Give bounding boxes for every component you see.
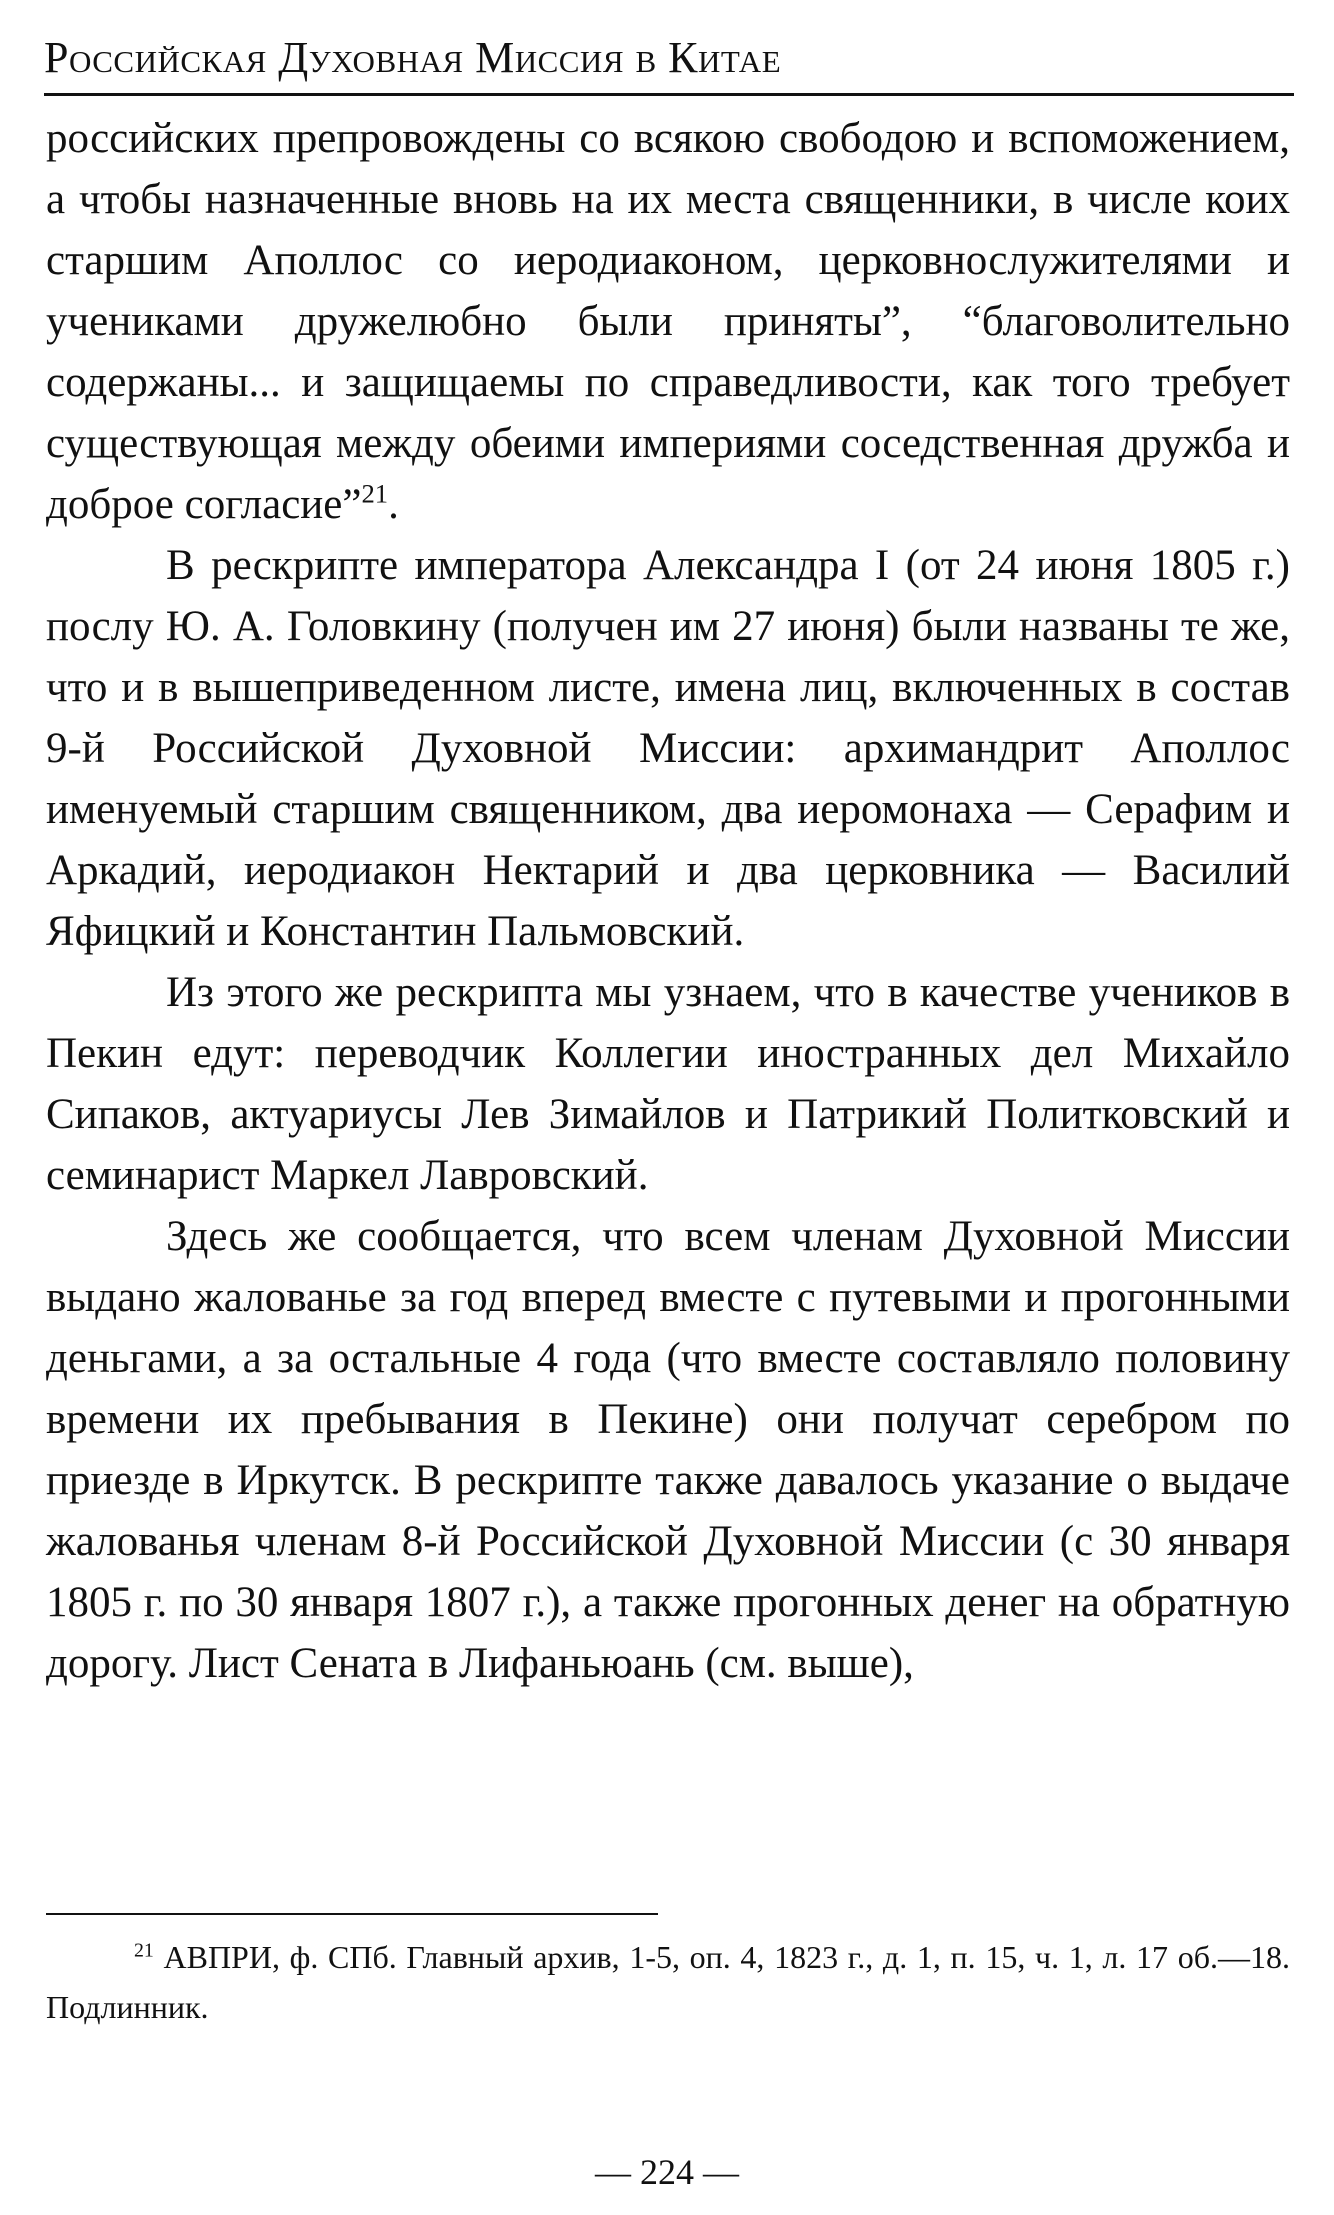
paragraph-4: Здесь же сообщается, что всем членам Духовной Миссии выдано жалованье за год вперед вместе с путевыми и прогонными деньгами, а за остальные 4 года (что вместе составляло половину времени их пребывания в Пекине) они получат серебром по приезде в Иркутск. В рескрипте также давалось указание о выдаче жалованья членам 8-й Российской Духовной Миссии (с 30 января 1805 г. по 30 января 1807 г.), а также прогонных денег на обратную дорогу. Лист Сената в Лифаньюань (см. выше), [46, 1213, 1290, 1687]
paragraph-1-text: российских препровождены со всякою свободою и вспоможением, а чтобы назначенные вновь на их места священники, в числе коих старшим Аполлос со иеродиаконом, церковнослужителями и учениками дружелюбно были приняты”, “благоволительно содержаны... и защищаемы по справедливости, как того требует существующая между обеими империями соседственная дружба и доброе согласие” [46, 115, 1290, 528]
paragraph-2: В рескрипте императора Александра I (от 24 июня 1805 г.) послу Ю. А. Головкину (получен им 27 июня) были названы те же, что и в вышеприведенном листе, имена лиц, включенных в состав 9-й Российской Духовной Миссии: архимандрит Аполлос именуемый старшим священником, два иеромонаха — Серафим и Аркадий, иеродиакон Нектарий и два церковника — Василий Яфицкий и Константин Пальмовский. [46, 542, 1290, 955]
footnote-number: 21 [134, 1939, 154, 1962]
footnote-rule [46, 1913, 658, 1915]
paragraph-3: Из этого же рескрипта мы узнаем, что в качестве учеников в Пекин едут: переводчик Коллегии иностранных дел Михайло Сипаков, актуариусы Лев Зимайлов и Патрикий Политковский и семинарист Маркел Лавровский. [46, 969, 1290, 1199]
footnote-text: АВПРИ, ф. СПб. Главный архив, 1-5, оп. 4, 1823 г., д. 1, п. 15, ч. 1, л. 17 об.—18. Подлинник. [46, 1939, 1290, 2025]
paragraph-1 [46, 108, 1290, 535]
paragraph-1-end: . [388, 481, 399, 528]
running-header: Российская Духовная Миссия в Китае [44, 33, 782, 82]
footnote-ref: 21 [361, 478, 389, 509]
page-number: — 224 — [595, 2152, 739, 2192]
main-text [46, 108, 1290, 1694]
header-rule [44, 93, 1294, 96]
footnote [46, 1932, 1290, 2032]
